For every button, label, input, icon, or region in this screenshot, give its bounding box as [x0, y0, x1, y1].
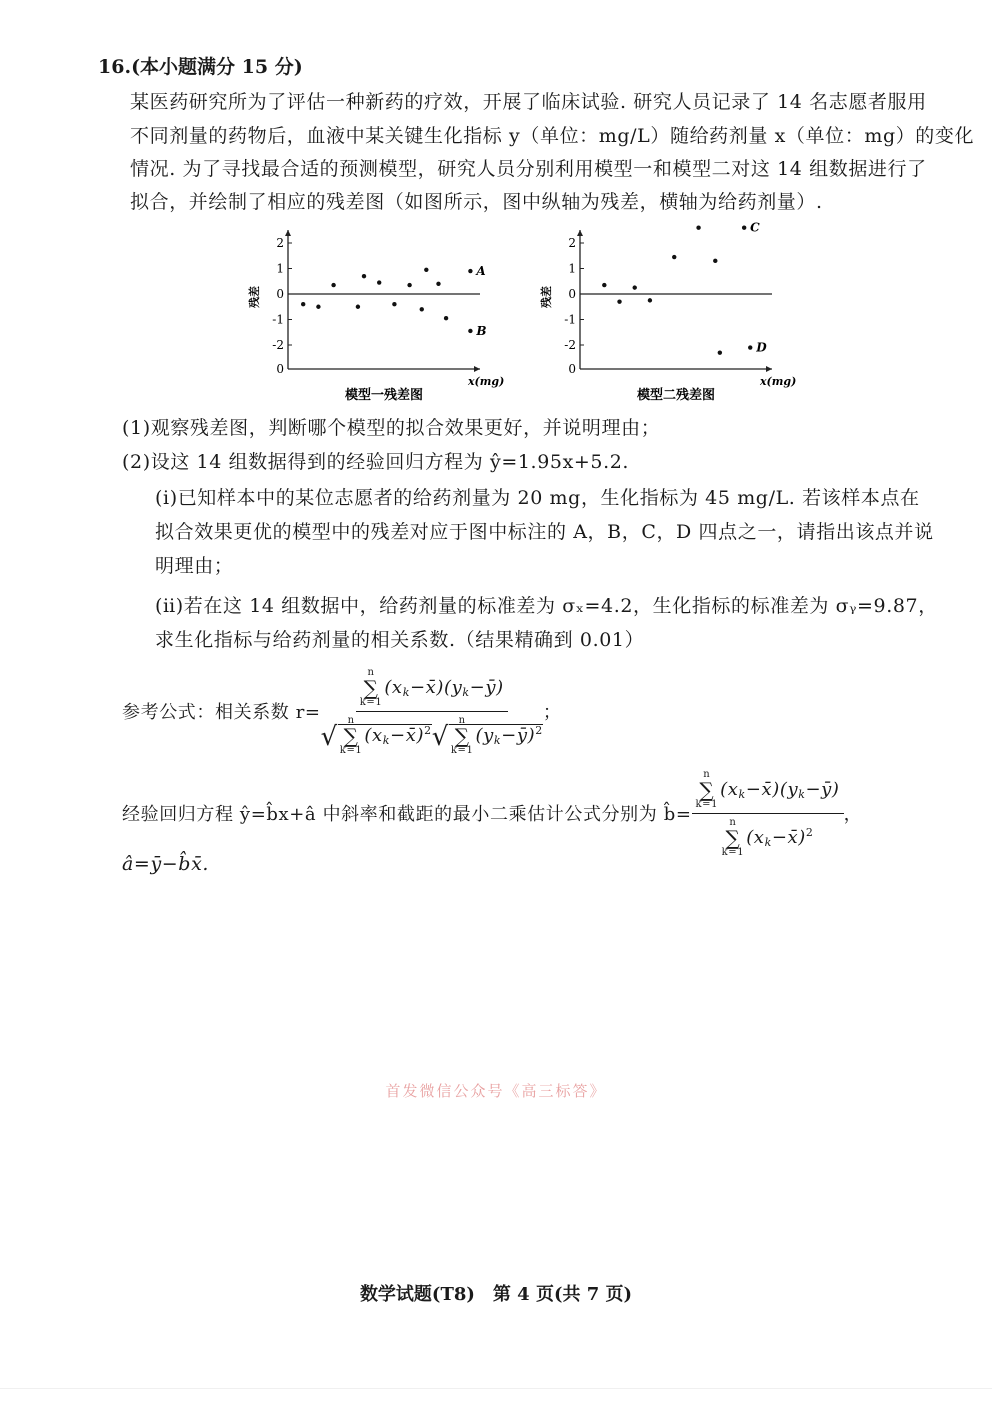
data-point-6	[377, 280, 381, 284]
y-tick-label: 2	[276, 236, 284, 250]
y-axis-arrow	[577, 230, 583, 236]
part-2-ii-line-2: 求生化指标与给药剂量的相关系数.（结果精确到 0.01）	[155, 629, 645, 651]
data-point-2	[316, 305, 320, 309]
data-point-11	[436, 282, 440, 286]
residual-plot-model-2	[540, 222, 810, 407]
data-point-3	[331, 283, 335, 287]
data-point-1	[602, 283, 606, 287]
part-2-i-line-1: (ⅰ)已知样本中的某位志愿者的给药剂量为 20 mg，生化指标为 45 mg/L. 若该样本点在	[155, 487, 920, 509]
formula-label: 参考公式：相关系数 r=	[122, 702, 321, 723]
formula-correlation: 参考公式：相关系数 r= n ∑ k=1 $(x_k-x̄)(y_k-ȳ)$ √ n ∑ k=1 $(x_k-x̄)^2√$ n ∑ k=1 $(y_k-ȳ)^2$ ；	[122, 667, 562, 756]
chart-title: 模型二残差图	[636, 388, 716, 403]
formula-intercept: â=ȳ−b̂x̄.	[122, 853, 210, 875]
slope-fraction: n ∑ k=1 $(x_k-x̄)(y_k-ȳ)$ n ∑ k=1 $(x_k-x̄)^2$	[692, 770, 844, 859]
residual-plot-1-svg	[248, 222, 518, 407]
data-point-13	[468, 269, 472, 273]
y-tick-label: -2	[272, 338, 284, 352]
watermark: 首发微信公众号《高三标答》	[385, 1082, 607, 1100]
data-point-12	[444, 316, 448, 320]
part-2-ii-line-1: (ⅱ)若在这 14 组数据中，给药剂量的标准差为 σₓ=4.2，生化指标的标准差为 σᵧ=9.87，	[155, 595, 938, 617]
part-1: (1)观察残差图，判断哪个模型的拟合效果更好，并说明理由；	[122, 417, 661, 439]
residual-plot-model-1	[248, 222, 518, 407]
page-footer: 数学试题(T8) 第 4 页(共 7 页)	[359, 1284, 633, 1305]
question-points: (本小题满分 15 分)	[131, 56, 303, 78]
data-point-7	[713, 259, 717, 263]
data-point-8	[718, 350, 722, 354]
part-2: (2)设这 14 组数据得到的经验回归方程为 ŷ=1.95x+5.2.	[122, 451, 630, 473]
x-axis-arrow	[766, 366, 772, 372]
data-point-10	[748, 345, 752, 349]
y-axis-arrow	[285, 230, 291, 236]
y-tick-label: 0	[276, 287, 284, 301]
part-2-i-line-3: 明理由；	[155, 555, 234, 577]
bottom-divider	[0, 1388, 992, 1389]
data-point-3	[633, 285, 637, 289]
y-tick-label: -1	[272, 312, 284, 327]
data-point-7	[392, 302, 396, 306]
data-point-6	[696, 226, 700, 230]
y-axis-label: 残差	[540, 286, 553, 308]
part-2-i-line-2: 拟合效果更优的模型中的残差对应于图中标注的 A，B，C，D 四点之一，请指出该点并说	[155, 521, 934, 543]
data-point-2	[617, 299, 621, 303]
intro-line-3: 情况. 为了寻找最合适的预测模型，研究人员分别利用模型一和模型二对这 14 组数据进行了	[130, 158, 927, 180]
chart-title: 模型一残差图	[344, 388, 424, 403]
y-tick-label: -2	[564, 338, 576, 352]
y-tick-label: 1	[276, 261, 284, 276]
data-point-9	[742, 226, 746, 230]
y-tick-label: -1	[564, 312, 576, 327]
correlation-fraction: n ∑ k=1 $(x_k-x̄)(y_k-ȳ)$ √ n ∑ k=1 $(x_k-x̄)^2√$ n ∑ k=1 $(y_k-ȳ)^2$	[320, 667, 543, 756]
data-point-10	[424, 268, 428, 272]
residual-plot-2-svg	[540, 222, 810, 407]
data-point-5	[672, 255, 676, 259]
y-tick-label: 0	[568, 287, 576, 301]
point-label-C: C	[750, 222, 760, 235]
y-tick-label: 1	[568, 261, 576, 276]
data-point-9	[420, 307, 424, 311]
data-point-14	[468, 329, 472, 333]
intro-line-4: 拟合，并绘制了相应的残差图（如图所示，图中纵轴为残差，横轴为给药剂量）.	[130, 191, 823, 213]
point-label-D: D	[756, 340, 767, 355]
question-number: 16.(本小题满分 15 分)	[98, 56, 303, 78]
intro-line-2: 不同剂量的药物后，血液中某关键生化指标 y（单位：mg/L）随给药剂量 x（单位：mg）的变化	[130, 125, 975, 147]
origin-label: 0	[568, 362, 576, 376]
origin-label: 0	[276, 362, 284, 376]
x-axis-arrow	[474, 366, 480, 372]
x-axis-label: x(mg)	[760, 375, 797, 388]
y-tick-label: 2	[568, 236, 576, 250]
x-axis-label: x(mg)	[468, 375, 505, 388]
intro-line-1: 某医药研究所为了评估一种新药的疗效，开展了临床试验. 研究人员记录了 14 名志愿者服用	[130, 91, 927, 113]
formula-least-squares: 经验回归方程 ŷ=b̂x+â 中斜率和截距的最小二乘估计公式分别为 b̂= n ∑ k=1 $(x_k-x̄)(y_k-ȳ)$ n ∑ k=1 $(x_k-x̄)^2$ ，	[122, 769, 863, 858]
point-label-B: B	[476, 323, 487, 338]
point-label-A: A	[476, 264, 486, 279]
data-point-4	[648, 298, 652, 302]
data-point-8	[407, 283, 411, 287]
least-squares-label: 经验回归方程 ŷ=b̂x+â 中斜率和截距的最小二乘估计公式分别为 b̂=	[122, 804, 692, 825]
data-point-1	[301, 302, 305, 306]
data-point-4	[356, 305, 360, 309]
y-axis-label: 残差	[248, 286, 261, 308]
data-point-5	[362, 274, 366, 278]
